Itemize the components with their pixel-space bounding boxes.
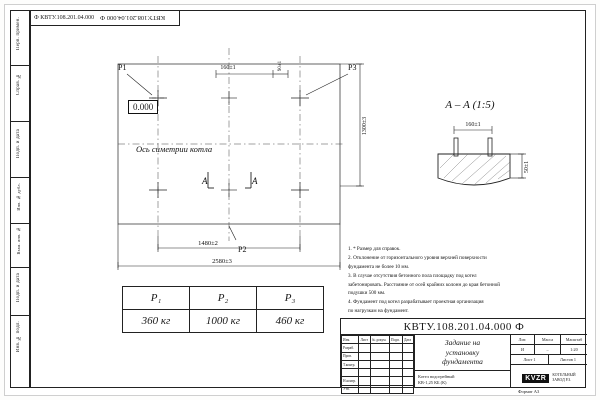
logo-line-0: КОТЕЛЬНЫЙ xyxy=(552,373,576,378)
label-p1: Р1 xyxy=(118,63,127,72)
rev-cell-list: Лист xyxy=(359,336,370,344)
note-line-4: забетонировать. Расстояние от осей крайних колонн до края бетонной xyxy=(348,281,500,288)
table-header-p1: Р₁ xyxy=(123,287,190,310)
note-line-0: 1. * Размер для справок. xyxy=(348,246,401,252)
top-stamp-right-label: КВТУ.108.201.04.000 Ф xyxy=(100,14,166,21)
rev-cell-data: Дата xyxy=(402,336,413,344)
table-value-p3: 460 кг xyxy=(257,310,324,333)
rev-role-1: Разраб. xyxy=(342,344,359,352)
rev-role-6: Утв. xyxy=(342,385,359,393)
rev-role-2: Пров. xyxy=(342,352,359,360)
left-label-3: Инв. № дубл. xyxy=(16,183,21,211)
sheet-number: Лист 1 xyxy=(511,355,549,364)
mass-value: – xyxy=(535,345,561,354)
task-title-line-1: установку xyxy=(445,347,480,357)
dim-top-small: 90±1 xyxy=(278,60,283,72)
left-label-1: Справ. № xyxy=(16,73,21,96)
revision-row xyxy=(342,369,414,377)
sheet-info-head xyxy=(511,335,587,345)
company-logo xyxy=(511,365,587,391)
rev-role-4 xyxy=(342,369,359,377)
left-label-4: Взам. инв. № xyxy=(16,227,21,255)
rev-role-5: Н.контр. xyxy=(342,377,359,385)
note-line-5: подушки 500 мм. xyxy=(348,290,386,297)
lit-value: И xyxy=(511,345,535,354)
top-stamp xyxy=(30,10,180,26)
zero-level-box: 0.000 xyxy=(128,100,158,114)
task-title-line-0: Задание на xyxy=(444,338,481,348)
left-label-5: Подп. и дата xyxy=(16,273,21,303)
table-row-values xyxy=(123,310,324,333)
left-label-6: Инв. № подл. xyxy=(16,321,21,353)
logo-text xyxy=(552,373,575,382)
label-p3: Р3 xyxy=(348,63,357,72)
table-header-p3: Р₃ xyxy=(257,287,324,310)
label-p2: Р2 xyxy=(238,245,247,254)
product-line-1: КВ-1,25 КБ (К) xyxy=(418,379,447,385)
logo-line-1: ЗАВОД Р.З. xyxy=(552,378,572,382)
task-title-line-2: фундамента xyxy=(442,357,483,367)
label-section-left: А xyxy=(202,176,208,186)
mass-header: Масса xyxy=(535,335,561,344)
section-width-dim: 160±1 xyxy=(465,122,481,128)
label-section-right: А xyxy=(252,176,258,186)
revision-table xyxy=(341,335,415,392)
dim-bottom-inner: 1480±2 xyxy=(198,240,218,247)
product-designation xyxy=(415,371,511,388)
sheet-info xyxy=(511,335,587,388)
revision-row xyxy=(342,385,414,393)
rev-cell-docum: № докум. xyxy=(370,336,389,344)
format-label: Формат А3 xyxy=(518,389,540,394)
table-value-p2: 1000 кг xyxy=(190,310,257,333)
drawing-code: КВТУ.108.201.04.000 Ф xyxy=(341,319,587,335)
label-axis-note: Ось симетрии котла xyxy=(136,144,213,154)
revision-row xyxy=(342,360,414,368)
revision-row xyxy=(342,344,414,352)
task-title xyxy=(415,335,511,371)
revision-row xyxy=(342,377,414,385)
rev-cell-podp: Подп. xyxy=(389,336,402,344)
sheet-total: Листов 1 xyxy=(560,357,576,362)
sheet-count-row xyxy=(511,355,587,365)
load-table xyxy=(122,286,324,333)
left-label-2: Подп. и дата xyxy=(16,129,21,159)
table-row-headers xyxy=(123,287,324,310)
top-stamp-left-label: Ф КВТУ.108.201.04.000 xyxy=(34,14,95,21)
rev-role-3: Т.контр. xyxy=(342,360,359,368)
section-height-dim: 50±1 xyxy=(524,160,530,174)
dim-bottom-outer: 2580±3 xyxy=(212,258,232,265)
left-margin-column xyxy=(10,10,30,388)
technical-notes xyxy=(348,246,578,317)
note-line-7: по нагрузкам на фундамент. xyxy=(348,308,409,315)
note-line-6: 4. Фундамент под котел разрабатывает проектная организация xyxy=(348,299,484,306)
note-line-2: фундамента не более 10 мм. xyxy=(348,263,410,270)
note-line-1: 2. Отклонение от горизонтального уровня верхней поверхности xyxy=(348,254,487,261)
table-header-p2: Р₂ xyxy=(190,287,257,310)
section-title: А – А (1:5) xyxy=(445,99,495,111)
table-value-p1: 360 кг xyxy=(123,310,190,333)
note-line-3: 3. В случае отсутствия бетонного пола площадку под котел xyxy=(348,272,477,279)
dim-right-vertical: 1300±3 xyxy=(362,116,368,136)
lit-header: Лит. xyxy=(511,335,535,344)
dim-top-span: 160±1 xyxy=(220,65,236,71)
left-label-0: Перв. примен. xyxy=(16,17,21,50)
product-line-0: Котел водогрейный xyxy=(418,373,455,379)
rev-cell-izm: Изм. xyxy=(342,336,359,344)
sheet-info-values xyxy=(511,345,587,355)
scale-value: 1:20 xyxy=(570,347,578,352)
logo-badge: KVZR xyxy=(522,374,549,383)
revision-row-head xyxy=(342,336,414,344)
revision-row xyxy=(342,352,414,360)
scale-header: Масштаб xyxy=(565,337,583,342)
